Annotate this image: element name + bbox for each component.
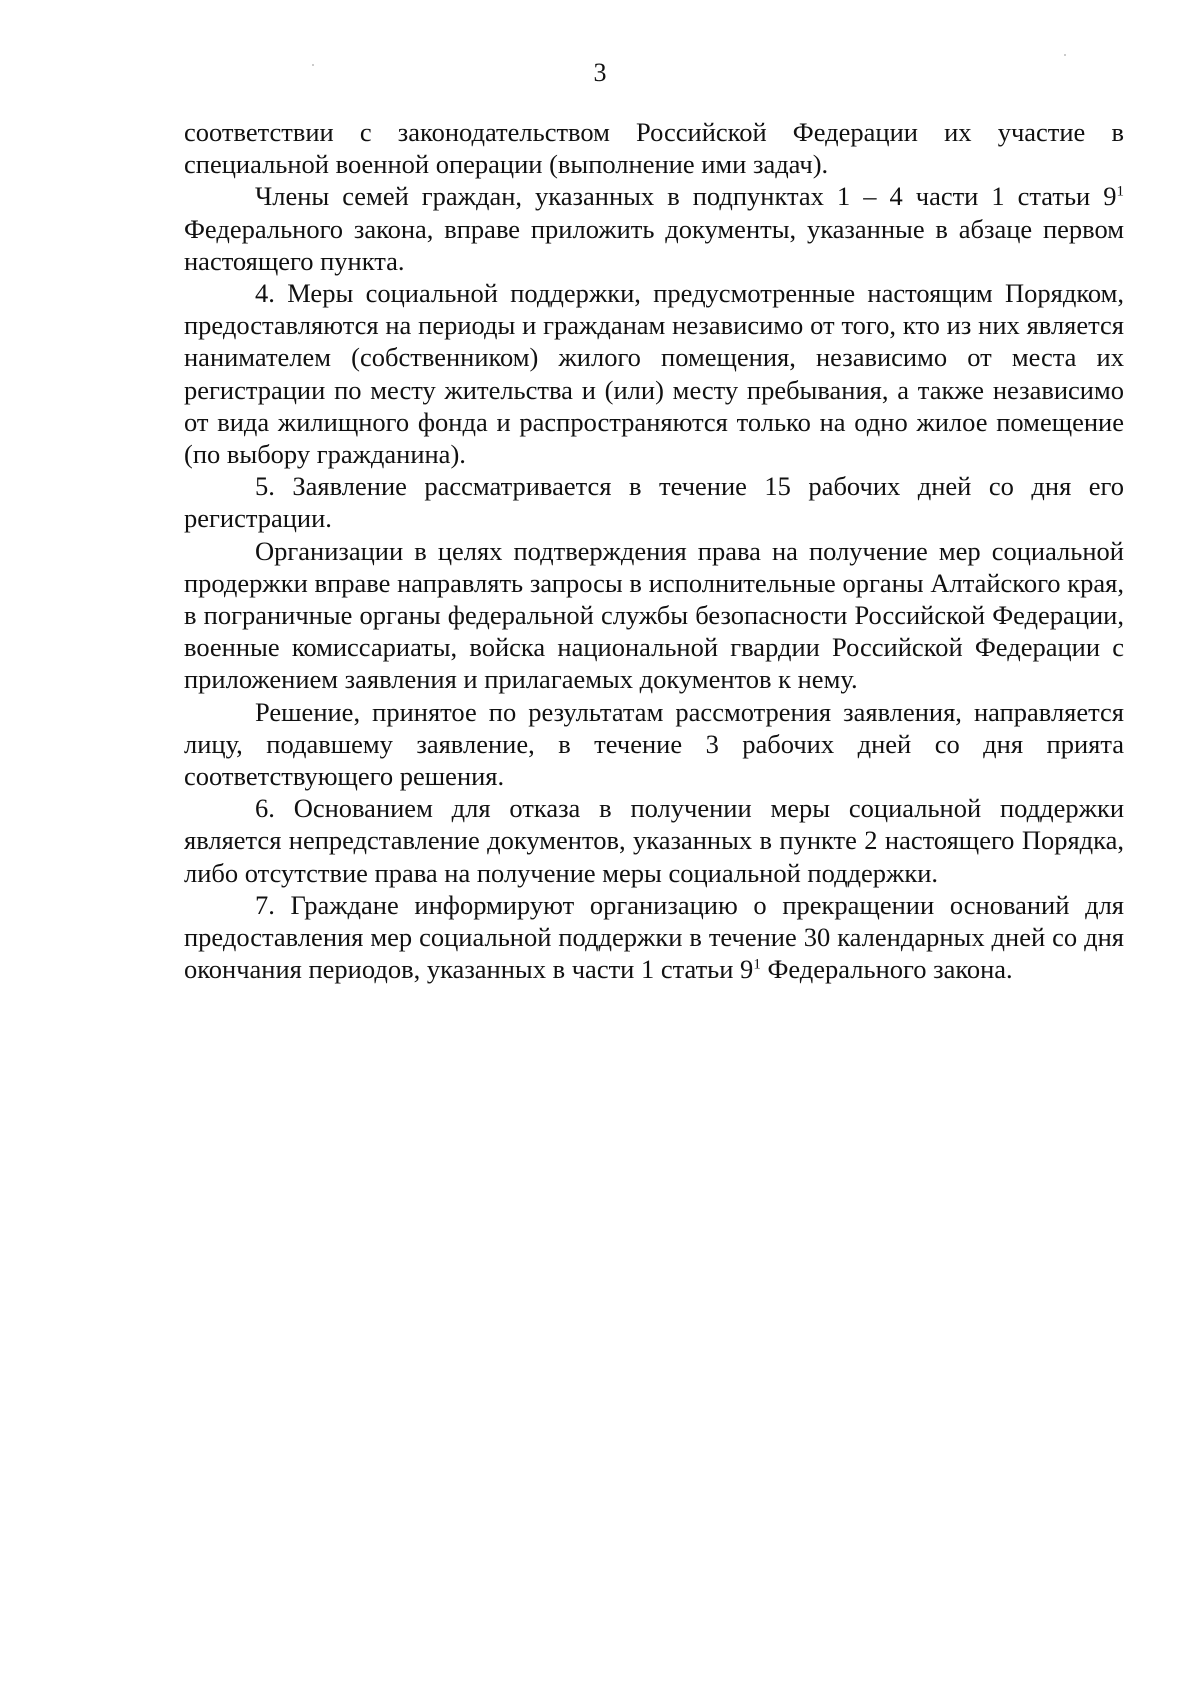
article-superscript: 1 xyxy=(753,956,761,973)
paragraph-family-members xyxy=(184,180,1124,277)
paragraph-text: Члены семей граждан, указанных в подпунктах 1 – 4 части 1 статьи 9 xyxy=(255,181,1117,212)
article-superscript: 1 xyxy=(1116,183,1124,200)
paragraph-item-5: 5. Заявление рассматривается в течение 15 рабочих дней со дня его регистрации. xyxy=(184,471,1124,534)
paragraph-decision: Решение, принятое по результатам рассмотрения заявления, направляется лицу, подавшему заявление, в течение 3 рабочих дней со дня прията соответствующего решения. xyxy=(184,696,1124,792)
page-number: 3 xyxy=(593,58,607,87)
paragraph-text: Федерального закона. xyxy=(760,954,1013,985)
paragraph-organizations-requests: Организации в целях подтверждения права на получение мер социальной продержки вправе направлять запросы в исполнительные органы Алтайского края, в пограничные органы федеральной службы безопасности Российской Федерации, военные комиссариаты, войска национальной гвардии Российской Федерации с приложением заявления и прилагаемых документов к нему. xyxy=(184,535,1124,695)
paragraph-item-7 xyxy=(184,889,1124,986)
paragraph-item-6: 6. Основанием для отказа в получении меры социальной поддержки является непредставление документов, указанных в пункте 2 настоящего Порядка, либо отсутствие права на получение меры социальной поддержки. xyxy=(184,793,1124,888)
paragraph-item-4: 4. Меры социальной поддержки, предусмотренные настоящим Порядком, предоставляются на периоды и гражданам независимо от того, кто из них является нанимателем (собственником) жилого помещения, независимо от места их регистрации по месту жительства и (или) месту пребывания, а также независимо от вида жилищного фонда и распространяются только на одно жилое помещение (по выбору гражданина). xyxy=(184,278,1124,470)
scan-speck xyxy=(1064,54,1066,56)
paragraph-text: Федерального закона, вправе приложить документы, указанные в абзаце первом настоящего пункта. xyxy=(184,213,1124,276)
paragraph-continuation: соответствии с законодательством Российской Федерации их участие в специальной военной операции (выполнение ими задач). xyxy=(184,117,1124,180)
document-body xyxy=(184,116,1124,985)
paragraph-text: 7. Граждане информируют организацию о прекращении оснований для предоставления мер социальной поддержки в течение 30 календарных дней со дня окончания периодов, указанных в части 1 статьи 9 xyxy=(184,889,1124,985)
